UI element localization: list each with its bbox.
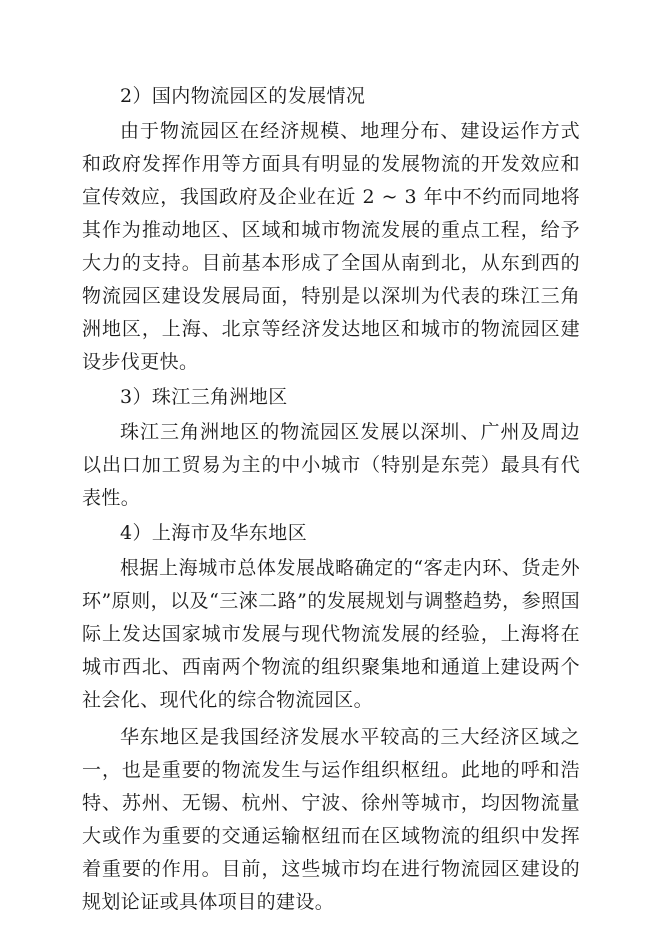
section-heading-pearl-river-delta: 3）珠江三角洲地区 (120, 386, 288, 408)
paragraph-pearl-river-delta: 珠江三角洲地区的物流园区发展以深圳、广州及周边以出口加工贸易为主的中小城市（特别是东莞）最具有代表性。 (82, 421, 580, 509)
section-heading-shanghai-east-china: 4）上海市及华东地区 (120, 522, 308, 544)
paragraph-east-china-region: 华东地区是我国经济发展水平较高的三大经济区域之一，也是重要的物流发生与运作组织枢纽。此地的呼和浩特、苏州、无锡、杭州、宁波、徐州等城市，均因物流量大或作为重要的交通运输枢纽而在区域物流的组织中发挥着重要的作用。目前，这些城市均在进行物流园区建设的规划论证或具体项目的建设。 (82, 726, 580, 913)
section-heading-domestic-logistics-parks: 2）国内物流园区的发展情况 (120, 85, 366, 107)
paragraph-shanghai-plan: 根据上海城市总体发展战略确定的“客走内环、货走外环”原则，以及“三淶二路”的发展规划与调整趋势，参照国际上发达国家城市发展与现代物流发展的经验，上海将在城市西北、西南两个物流的组织聚集地和通道上建设两个社会化、现代化的综合物流园区。 (82, 557, 580, 711)
document-page (82, 80, 580, 919)
paragraph-domestic-development: 由于物流园区在经济规模、地理分布、建设运作方式和政府发挥作用等方面具有明显的发展物流的开发效应和宣传效应，我国政府及企业在近 2 ~ 3 年中不约而同地将其作为推动地区、区域和城市物流发展的重点工程，给予大力的支持。目前基本形成了全国从南到北，从东到西的物流园区建设发展局面，特别是以深圳为代表的珠江三角洲地区，上海、北京等经济发达地区和城市的物流园区建设步伐更快。 (82, 120, 580, 373)
